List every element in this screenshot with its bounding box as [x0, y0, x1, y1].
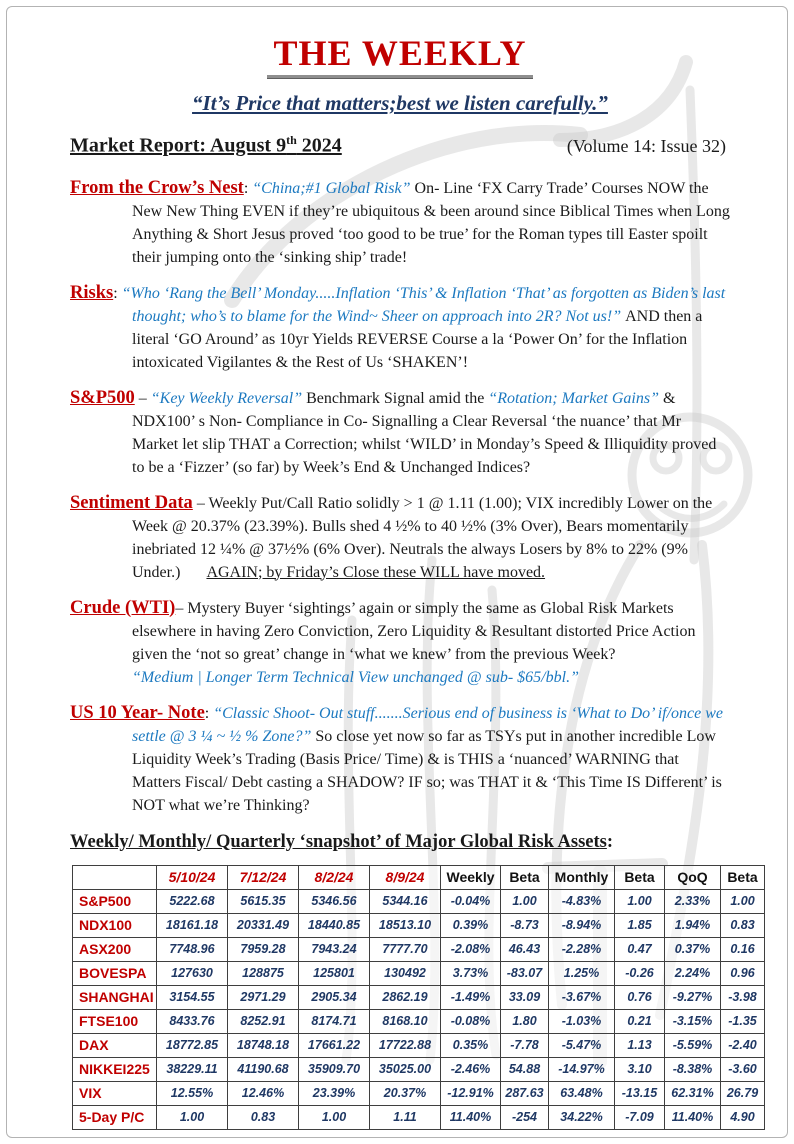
table-row: [73, 1057, 765, 1081]
table-cell: 0.76: [615, 985, 665, 1009]
table-cell: 0.83: [228, 1105, 299, 1129]
date-column-header: 8/9/24: [370, 865, 441, 889]
page-title: THE WEEKLY: [267, 34, 532, 78]
table-cell: -1.49%: [441, 985, 501, 1009]
table-cell: 1.94%: [665, 913, 721, 937]
table-cell: 8174.71: [299, 1009, 370, 1033]
row-label: NDX100: [73, 913, 157, 937]
table-cell: -0.26: [615, 961, 665, 985]
table-cell: 1.00: [721, 889, 765, 913]
tagline: “It’s Price that matters;best we listen carefully.”: [192, 90, 608, 115]
section-crude: [70, 597, 730, 689]
table-row: [73, 1081, 765, 1105]
table-cell: 12.55%: [157, 1081, 228, 1105]
table-row: [73, 1009, 765, 1033]
table-cell: 2905.34: [299, 985, 370, 1009]
row-label: SHANGHAI: [73, 985, 157, 1009]
row-label: FTSE100: [73, 1009, 157, 1033]
section-us10yr: [70, 702, 730, 817]
section-separator: –: [192, 494, 209, 512]
table-row: [73, 913, 765, 937]
table-cell: 46.43: [501, 937, 549, 961]
table-cell: 18748.18: [228, 1033, 299, 1057]
table-cell: 2.33%: [665, 889, 721, 913]
table-row: [73, 889, 765, 913]
section-heading: Risks: [70, 282, 114, 303]
snapshot-table-heading-text: Weekly/ Monthly/ Quarterly ‘snapshot’ of Major Global Risk Assets: [70, 831, 607, 852]
section-body: & NDX100’ s Non- Compliance in Co- Signalling a Clear Reversal ‘the nuance’ that Mr Market let slip THAT a Correction; whilst ‘WILD’ in Monday’s Speed & Illiquidity proved to be a ‘Fizzer’ (so far) by Week’s End & Unchanged Indices?: [132, 389, 717, 476]
metric-column-header: Beta: [615, 865, 665, 889]
row-label: ASX200: [73, 937, 157, 961]
table-cell: 127630: [157, 961, 228, 985]
section-body: Mystery Buyer ‘sightings’ again or simply the same as Global Risk Markets elsewhere in having Zero Conviction, Zero Liquidity & Resultant distorted Price Action given the ‘not so great’ change in ‘what we knew’ from the previous Week?: [132, 599, 696, 663]
table-cell: 0.39%: [441, 913, 501, 937]
section-separator: :: [113, 284, 122, 302]
section-quote: “Key Weekly Reversal”: [150, 389, 307, 407]
section-quote: “Rotation; Market Gains”: [488, 389, 659, 407]
table-cell: 0.21: [615, 1009, 665, 1033]
table-cell: -3.67%: [549, 985, 615, 1009]
section-sp500: [70, 387, 730, 479]
section-separator: –: [175, 599, 188, 617]
section-risks: [70, 282, 730, 374]
table-cell: -13.15: [615, 1081, 665, 1105]
table-cell: 5344.16: [370, 889, 441, 913]
table-row: [73, 937, 765, 961]
table-cell: 35909.70: [299, 1057, 370, 1081]
section-quote: “Classic Shoot- Out stuff.......Serious end of business is ‘What to Do’ if/once we settle @ 3 ¼ ~ ½ % Zone?”: [132, 704, 723, 745]
row-label: NIKKEI225: [73, 1057, 157, 1081]
table-cell: -254: [501, 1105, 549, 1129]
table-cell: 8168.10: [370, 1009, 441, 1033]
table-cell: -83.07: [501, 961, 549, 985]
snapshot-table-heading-colon: :: [606, 831, 614, 852]
table-cell: 5346.56: [299, 889, 370, 913]
table-cell: 18772.85: [157, 1033, 228, 1057]
table-cell: -8.73: [501, 913, 549, 937]
table-row: [73, 1105, 765, 1129]
table-cell: 38229.11: [157, 1057, 228, 1081]
table-cell: 1.00: [615, 889, 665, 913]
table-cell: 1.00: [299, 1105, 370, 1129]
table-cell: 0.35%: [441, 1033, 501, 1057]
report-header-row: [70, 133, 730, 158]
metric-column-header: Weekly: [441, 865, 501, 889]
section-heading: US 10 Year- Note: [70, 702, 205, 723]
table-cell: -8.38%: [665, 1057, 721, 1081]
row-label: DAX: [73, 1033, 157, 1057]
table-cell: -3.60: [721, 1057, 765, 1081]
section-separator: :: [243, 179, 253, 197]
report-title-ordinal: th: [286, 132, 297, 147]
table-cell: 18440.85: [299, 913, 370, 937]
section-heading: Crude (WTI): [70, 597, 176, 618]
table-cell: 54.88: [501, 1057, 549, 1081]
table-cell: 5615.35: [228, 889, 299, 913]
table-cell: 1.13: [615, 1033, 665, 1057]
table-cell: 128875: [228, 961, 299, 985]
table-cell: -5.47%: [549, 1033, 615, 1057]
section-heading: From the Crow’s Nest: [70, 177, 244, 198]
table-cell: 0.16: [721, 937, 765, 961]
table-cell: 3154.55: [157, 985, 228, 1009]
table-cell: -2.40: [721, 1033, 765, 1057]
table-cell: 1.11: [370, 1105, 441, 1129]
table-cell: 4.90: [721, 1105, 765, 1129]
table-cell: 7959.28: [228, 937, 299, 961]
table-cell: -8.94%: [549, 913, 615, 937]
table-cell: 20.37%: [370, 1081, 441, 1105]
row-label: 5-Day P/C: [73, 1105, 157, 1129]
table-cell: -5.59%: [665, 1033, 721, 1057]
table-cell: -0.08%: [441, 1009, 501, 1033]
section-body: So close yet now so far as TSYs put in another incredible Low Liquidity Week’s Trading (Basis Price/ Time) & is THIS a ‘nuanced’ WARNING that Matters Fiscal/ Debt casting a SHADOW? IF so; was THAT it & ‘This Time IS Different’ is NOT what we’re Thinking?: [132, 727, 722, 814]
report-title-year: 2024: [296, 134, 342, 157]
table-cell: -4.83%: [549, 889, 615, 913]
table-cell: 35025.00: [370, 1057, 441, 1081]
table-cell: 287.63: [501, 1081, 549, 1105]
table-cell: 17722.88: [370, 1033, 441, 1057]
table-cell: 18513.10: [370, 913, 441, 937]
table-cell: 1.00: [157, 1105, 228, 1129]
table-cell: 3.10: [615, 1057, 665, 1081]
section-body: On- Line ‘FX Carry Trade’ Courses NOW the New New Thing EVEN if they’re ubiquitous & been around since Biblical Times when Long Anything & Short Jesus proved ‘too good to be true’ for the Roman types till Easter spoilt their jumping onto the ‘sinking ship’ trade!: [132, 179, 730, 266]
table-cell: 7943.24: [299, 937, 370, 961]
table-cell: 8252.91: [228, 1009, 299, 1033]
section-separator: :: [204, 704, 214, 722]
table-cell: 8433.76: [157, 1009, 228, 1033]
table-cell: -12.91%: [441, 1081, 501, 1105]
date-column-header: 5/10/24: [157, 865, 228, 889]
volume-issue: (Volume 14: Issue 32): [566, 135, 726, 156]
table-cell: 63.48%: [549, 1081, 615, 1105]
table-cell: 1.25%: [549, 961, 615, 985]
section-separator: –: [134, 389, 151, 407]
table-cell: 0.47: [615, 937, 665, 961]
table-cell: 41190.68: [228, 1057, 299, 1081]
snapshot-table-heading: [70, 832, 730, 853]
table-cell: 26.79: [721, 1081, 765, 1105]
metric-column-header: Monthly: [549, 865, 615, 889]
table-cell: 23.39%: [299, 1081, 370, 1105]
section-body: AND then a literal ‘GO Around’ as 10yr Yields REVERSE Course a la ‘Power On’ for the Inflation intoxicated Vigilantes & the Rest of Us ‘SHAKEN’!: [132, 307, 703, 371]
table-cell: 62.31%: [665, 1081, 721, 1105]
table-cell: -0.04%: [441, 889, 501, 913]
table-cell: -7.09: [615, 1105, 665, 1129]
table-cell: 33.09: [501, 985, 549, 1009]
table-cell: 5222.68: [157, 889, 228, 913]
table-cell: -2.28%: [549, 937, 615, 961]
table-cell: 1.85: [615, 913, 665, 937]
snapshot-table: [72, 865, 765, 1130]
table-cell: -1.35: [721, 1009, 765, 1033]
corner-header: [73, 865, 157, 889]
section-body: Benchmark Signal amid the: [306, 389, 489, 407]
metric-column-header: Beta: [721, 865, 765, 889]
table-cell: 12.46%: [228, 1081, 299, 1105]
table-cell: 3.73%: [441, 961, 501, 985]
table-cell: 0.37%: [665, 937, 721, 961]
table-cell: 125801: [299, 961, 370, 985]
table-cell: 0.83: [721, 913, 765, 937]
table-cell: 1.80: [501, 1009, 549, 1033]
table-header-row: [73, 865, 765, 889]
report-title: [70, 133, 342, 158]
table-cell: 34.22%: [549, 1105, 615, 1129]
date-column-header: 7/12/24: [228, 865, 299, 889]
table-row: [73, 1033, 765, 1057]
row-label: S&P500: [73, 889, 157, 913]
table-cell: 20331.49: [228, 913, 299, 937]
metric-column-header: Beta: [501, 865, 549, 889]
table-cell: 2.24%: [665, 961, 721, 985]
section-quote: “Medium | Longer Term Technical View unchanged @ sub- $65/bbl.”: [132, 668, 579, 686]
table-cell: 11.40%: [441, 1105, 501, 1129]
row-label: BOVESPA: [73, 961, 157, 985]
table-cell: 7748.96: [157, 937, 228, 961]
section-heading: Sentiment Data: [70, 492, 193, 513]
table-cell: -3.15%: [665, 1009, 721, 1033]
table-cell: -1.03%: [549, 1009, 615, 1033]
table-row: [73, 985, 765, 1009]
table-cell: -3.98: [721, 985, 765, 1009]
row-label: VIX: [73, 1081, 157, 1105]
table-cell: -2.46%: [441, 1057, 501, 1081]
section-heading: S&P500: [70, 387, 135, 408]
table-cell: 7777.70: [370, 937, 441, 961]
table-cell: 2971.29: [228, 985, 299, 1009]
section-underlined-note: AGAIN; by Friday’s Close these WILL have moved.: [206, 563, 546, 581]
table-cell: 1.00: [501, 889, 549, 913]
table-cell: 130492: [370, 961, 441, 985]
table-cell: 2862.19: [370, 985, 441, 1009]
table-cell: 18161.18: [157, 913, 228, 937]
section-crows-nest: [70, 177, 730, 269]
section-body: Weekly Put/Call Ratio solidly > 1 @ 1.11 (1.00); VIX incredibly Lower on the Week @ 20.37% (23.39%). Bulls shed 4 ½% to 40 ½% (3% Over), Bears momentarily inebriated 12 ¼% @ 37½% (6% Over). Neutrals the always Losers by 8% to 22% (9% Under.): [132, 494, 713, 581]
table-cell: -9.27%: [665, 985, 721, 1009]
table-cell: 0.96: [721, 961, 765, 985]
metric-column-header: QoQ: [665, 865, 721, 889]
table-cell: -14.97%: [549, 1057, 615, 1081]
section-sentiment: [70, 492, 730, 584]
table-row: [73, 961, 765, 985]
table-cell: 11.40%: [665, 1105, 721, 1129]
table-cell: -2.08%: [441, 937, 501, 961]
report-title-text: Market Report: August 9: [70, 134, 287, 157]
table-cell: -7.78: [501, 1033, 549, 1057]
section-quote: “Who ‘Rang the Bell’ Monday.....Inflation ‘This’ & Inflation ‘That’ as forgotten as Biden’s last thought; who’s to blame for the Wind~ Sheer on approach into 2R? Not us!”: [121, 284, 726, 325]
section-quote: “China;#1 Global Risk”: [252, 179, 415, 197]
table-cell: 17661.22: [299, 1033, 370, 1057]
date-column-header: 8/2/24: [299, 865, 370, 889]
